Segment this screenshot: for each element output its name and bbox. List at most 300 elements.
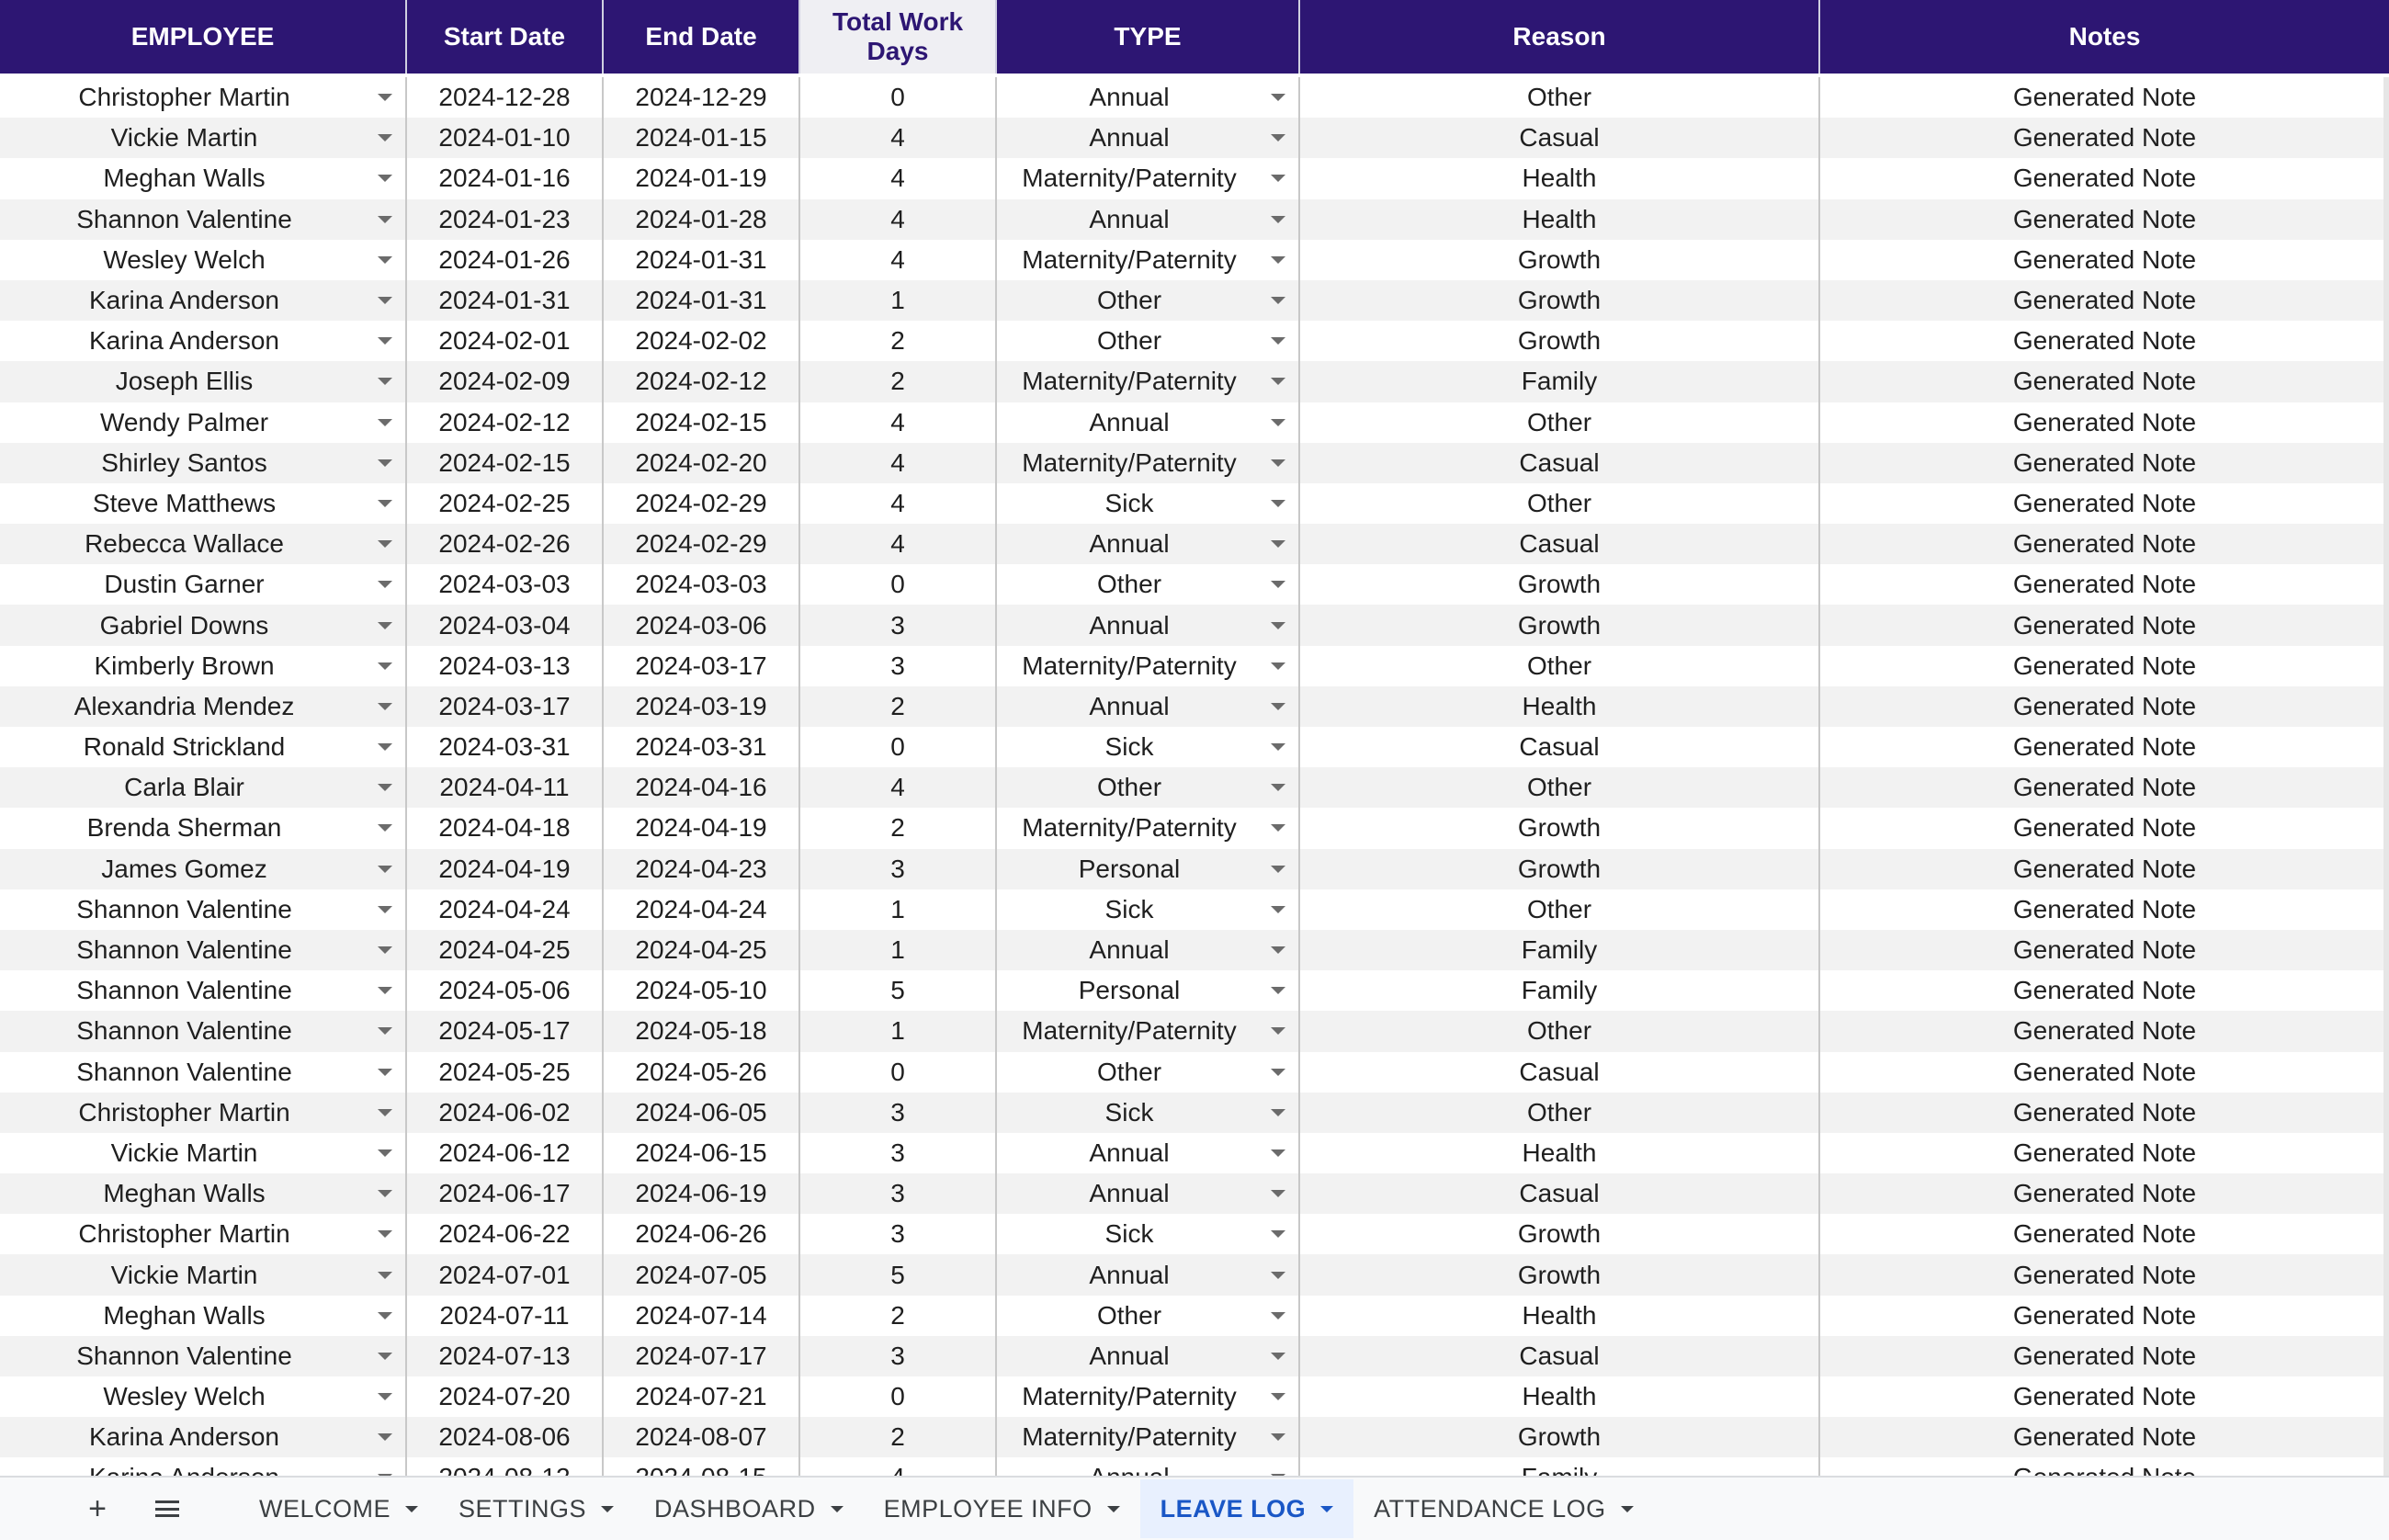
cell-notes[interactable] [1820,402,2389,443]
cell-reason[interactable] [1300,564,1820,605]
cell-start-date[interactable] [407,1093,604,1133]
cell-notes[interactable] [1820,158,2389,198]
cell-start-date[interactable] [407,767,604,808]
cell-total-work-days[interactable] [800,970,997,1011]
dropdown-arrow-icon[interactable] [1271,94,1285,101]
cell-employee[interactable] [0,646,407,686]
cell-reason[interactable] [1300,1417,1820,1457]
cell-total-work-days[interactable] [800,646,997,686]
cell-start-date[interactable] [407,361,604,402]
cell-type[interactable] [997,240,1300,280]
cell-type[interactable] [997,767,1300,808]
sheet-tab-leave-log[interactable] [1140,1479,1354,1538]
dropdown-arrow-icon[interactable] [1271,1433,1285,1441]
dropdown-arrow-icon[interactable] [1271,622,1285,629]
dropdown-arrow-icon[interactable] [1271,703,1285,710]
cell-start-date[interactable] [407,1214,604,1254]
cell-start-date[interactable] [407,970,604,1011]
cell-type[interactable] [997,77,1300,118]
sheet-tab-dashboard[interactable] [634,1479,864,1538]
cell-type[interactable] [997,1214,1300,1254]
dropdown-arrow-icon[interactable] [378,622,392,629]
dropdown-arrow-icon[interactable] [378,94,392,101]
dropdown-arrow-icon[interactable] [378,1353,392,1360]
dropdown-arrow-icon[interactable] [378,784,392,791]
cell-type[interactable] [997,930,1300,970]
cell-employee[interactable] [0,970,407,1011]
cell-total-work-days[interactable] [800,158,997,198]
cell-end-date[interactable] [604,443,800,483]
dropdown-arrow-icon[interactable] [1271,1027,1285,1035]
dropdown-arrow-icon[interactable] [378,1109,392,1116]
cell-type[interactable] [997,483,1300,524]
cell-total-work-days[interactable] [800,686,997,727]
dropdown-arrow-icon[interactable] [378,743,392,751]
cell-employee[interactable] [0,1052,407,1093]
cell-notes[interactable] [1820,1336,2389,1376]
cell-type[interactable] [997,158,1300,198]
cell-type[interactable] [997,1376,1300,1417]
cell-type[interactable] [997,443,1300,483]
cell-end-date[interactable] [604,483,800,524]
cell-total-work-days[interactable] [800,1011,997,1051]
cell-end-date[interactable] [604,361,800,402]
cell-reason[interactable] [1300,1296,1820,1336]
cell-start-date[interactable] [407,1052,604,1093]
cell-reason[interactable] [1300,240,1820,280]
cell-start-date[interactable] [407,727,604,767]
cell-reason[interactable] [1300,483,1820,524]
cell-notes[interactable] [1820,321,2389,361]
cell-type[interactable] [997,686,1300,727]
dropdown-arrow-icon[interactable] [378,1069,392,1076]
cell-notes[interactable] [1820,1133,2389,1173]
cell-employee[interactable] [0,686,407,727]
cell-notes[interactable] [1820,483,2389,524]
cell-type[interactable] [997,564,1300,605]
cell-reason[interactable] [1300,1011,1820,1051]
dropdown-arrow-icon[interactable] [1271,866,1285,873]
sheet-tab-settings[interactable] [438,1479,634,1538]
cell-end-date[interactable] [604,1376,800,1417]
cell-start-date[interactable] [407,1376,604,1417]
cell-reason[interactable] [1300,524,1820,564]
cell-total-work-days[interactable] [800,849,997,889]
dropdown-arrow-icon[interactable] [378,824,392,832]
cell-notes[interactable] [1820,605,2389,645]
cell-end-date[interactable] [604,1417,800,1457]
dropdown-arrow-icon[interactable] [378,216,392,223]
cell-notes[interactable] [1820,849,2389,889]
cell-notes[interactable] [1820,970,2389,1011]
cell-start-date[interactable] [407,1417,604,1457]
dropdown-arrow-icon[interactable] [1271,175,1285,182]
cell-start-date[interactable] [407,1011,604,1051]
cell-reason[interactable] [1300,280,1820,321]
cell-end-date[interactable] [604,605,800,645]
cell-total-work-days[interactable] [800,240,997,280]
cell-employee[interactable] [0,767,407,808]
cell-notes[interactable] [1820,1417,2389,1457]
cell-start-date[interactable] [407,158,604,198]
dropdown-arrow-icon[interactable] [1271,1353,1285,1360]
column-header-reason[interactable]: Reason [1300,0,1820,74]
cell-total-work-days[interactable] [800,1093,997,1133]
dropdown-arrow-icon[interactable] [378,1027,392,1035]
cell-start-date[interactable] [407,1254,604,1295]
column-header-employee[interactable]: EMPLOYEE [0,0,407,74]
cell-reason[interactable] [1300,1376,1820,1417]
cell-end-date[interactable] [604,199,800,240]
cell-start-date[interactable] [407,646,604,686]
dropdown-arrow-icon[interactable] [1271,743,1285,751]
cell-total-work-days[interactable] [800,605,997,645]
cell-notes[interactable] [1820,1173,2389,1214]
dropdown-arrow-icon[interactable] [378,1312,392,1319]
cell-reason[interactable] [1300,1336,1820,1376]
cell-reason[interactable] [1300,970,1820,1011]
dropdown-arrow-icon[interactable] [1271,946,1285,954]
dropdown-arrow-icon[interactable] [1271,662,1285,670]
cell-type[interactable] [997,605,1300,645]
cell-employee[interactable] [0,240,407,280]
cell-start-date[interactable] [407,1336,604,1376]
cell-start-date[interactable] [407,402,604,443]
cell-notes[interactable] [1820,564,2389,605]
cell-employee[interactable] [0,158,407,198]
cell-type[interactable] [997,1296,1300,1336]
cell-end-date[interactable] [604,1011,800,1051]
cell-reason[interactable] [1300,361,1820,402]
dropdown-arrow-icon[interactable] [378,256,392,264]
dropdown-arrow-icon[interactable] [1271,216,1285,223]
cell-notes[interactable] [1820,280,2389,321]
cell-employee[interactable] [0,727,407,767]
cell-employee[interactable] [0,524,407,564]
cell-end-date[interactable] [604,930,800,970]
cell-start-date[interactable] [407,199,604,240]
cell-total-work-days[interactable] [800,1336,997,1376]
cell-notes[interactable] [1820,727,2389,767]
cell-start-date[interactable] [407,930,604,970]
dropdown-arrow-icon[interactable] [378,1190,392,1197]
cell-end-date[interactable] [604,280,800,321]
cell-start-date[interactable] [407,849,604,889]
cell-employee[interactable] [0,930,407,970]
cell-end-date[interactable] [604,240,800,280]
cell-reason[interactable] [1300,1133,1820,1173]
cell-notes[interactable] [1820,1011,2389,1051]
cell-end-date[interactable] [604,808,800,848]
dropdown-arrow-icon[interactable] [1271,500,1285,507]
dropdown-arrow-icon[interactable] [1271,1393,1285,1400]
dropdown-arrow-icon[interactable] [378,500,392,507]
cell-reason[interactable] [1300,1254,1820,1295]
cell-type[interactable] [997,199,1300,240]
cell-notes[interactable] [1820,767,2389,808]
cell-total-work-days[interactable] [800,930,997,970]
cell-reason[interactable] [1300,808,1820,848]
cell-total-work-days[interactable] [800,564,997,605]
cell-reason[interactable] [1300,605,1820,645]
cell-type[interactable] [997,849,1300,889]
cell-end-date[interactable] [604,1052,800,1093]
cell-total-work-days[interactable] [800,767,997,808]
cell-total-work-days[interactable] [800,1417,997,1457]
dropdown-arrow-icon[interactable] [1271,1230,1285,1238]
dropdown-arrow-icon[interactable] [378,459,392,467]
cell-start-date[interactable] [407,1296,604,1336]
cell-start-date[interactable] [407,77,604,118]
cell-end-date[interactable] [604,402,800,443]
cell-reason[interactable] [1300,686,1820,727]
cell-end-date[interactable] [604,686,800,727]
dropdown-arrow-icon[interactable] [378,1272,392,1279]
cell-employee[interactable] [0,1296,407,1336]
cell-end-date[interactable] [604,1336,800,1376]
cell-type[interactable] [997,889,1300,930]
cell-employee[interactable] [0,1376,407,1417]
dropdown-arrow-icon[interactable] [378,906,392,913]
cell-start-date[interactable] [407,483,604,524]
cell-employee[interactable] [0,564,407,605]
cell-employee[interactable] [0,1011,407,1051]
cell-total-work-days[interactable] [800,118,997,158]
cell-end-date[interactable] [604,889,800,930]
dropdown-arrow-icon[interactable] [1271,1312,1285,1319]
column-header-start-date[interactable]: Start Date [407,0,604,74]
cell-reason[interactable] [1300,1093,1820,1133]
cell-start-date[interactable] [407,605,604,645]
cell-start-date[interactable] [407,686,604,727]
cell-total-work-days[interactable] [800,1254,997,1295]
sheet-tab-employee-info[interactable] [864,1479,1140,1538]
cell-type[interactable] [997,1052,1300,1093]
cell-start-date[interactable] [407,240,604,280]
cell-total-work-days[interactable] [800,402,997,443]
cell-type[interactable] [997,280,1300,321]
cell-notes[interactable] [1820,889,2389,930]
cell-employee[interactable] [0,1336,407,1376]
cell-end-date[interactable] [604,524,800,564]
cell-total-work-days[interactable] [800,1296,997,1336]
dropdown-arrow-icon[interactable] [378,662,392,670]
cell-end-date[interactable] [604,646,800,686]
cell-notes[interactable] [1820,1376,2389,1417]
sheet-tab-welcome[interactable] [239,1479,438,1538]
cell-end-date[interactable] [604,970,800,1011]
cell-end-date[interactable] [604,564,800,605]
dropdown-arrow-icon[interactable] [1271,134,1285,142]
dropdown-arrow-icon[interactable] [378,175,392,182]
cell-notes[interactable] [1820,1214,2389,1254]
cell-end-date[interactable] [604,77,800,118]
chevron-down-icon[interactable] [831,1506,844,1512]
cell-reason[interactable] [1300,767,1820,808]
cell-employee[interactable] [0,889,407,930]
dropdown-arrow-icon[interactable] [378,378,392,385]
cell-employee[interactable] [0,849,407,889]
cell-total-work-days[interactable] [800,1133,997,1173]
cell-end-date[interactable] [604,321,800,361]
cell-reason[interactable] [1300,77,1820,118]
cell-notes[interactable] [1820,1296,2389,1336]
cell-employee[interactable] [0,280,407,321]
add-sheet-button[interactable] [70,1481,125,1536]
cell-end-date[interactable] [604,1173,800,1214]
dropdown-arrow-icon[interactable] [1271,906,1285,913]
all-sheets-button[interactable] [140,1481,195,1536]
cell-end-date[interactable] [604,158,800,198]
cell-reason[interactable] [1300,727,1820,767]
cell-type[interactable] [997,970,1300,1011]
cell-reason[interactable] [1300,849,1820,889]
cell-end-date[interactable] [604,767,800,808]
cell-employee[interactable] [0,118,407,158]
cell-type[interactable] [997,727,1300,767]
chevron-down-icon[interactable] [405,1506,418,1512]
cell-type[interactable] [997,1336,1300,1376]
cell-notes[interactable] [1820,930,2389,970]
cell-employee[interactable] [0,1133,407,1173]
cell-notes[interactable] [1820,1052,2389,1093]
cell-reason[interactable] [1300,158,1820,198]
cell-type[interactable] [997,118,1300,158]
cell-start-date[interactable] [407,808,604,848]
column-header-type[interactable]: TYPE [997,0,1300,74]
cell-type[interactable] [997,808,1300,848]
cell-total-work-days[interactable] [800,443,997,483]
cell-notes[interactable] [1820,361,2389,402]
cell-employee[interactable] [0,1417,407,1457]
cell-total-work-days[interactable] [800,199,997,240]
cell-reason[interactable] [1300,889,1820,930]
cell-employee[interactable] [0,1173,407,1214]
cell-start-date[interactable] [407,1133,604,1173]
dropdown-arrow-icon[interactable] [378,581,392,588]
cell-start-date[interactable] [407,321,604,361]
cell-total-work-days[interactable] [800,280,997,321]
cell-start-date[interactable] [407,524,604,564]
dropdown-arrow-icon[interactable] [378,337,392,345]
cell-employee[interactable] [0,199,407,240]
cell-type[interactable] [997,402,1300,443]
chevron-down-icon[interactable] [1107,1506,1120,1512]
dropdown-arrow-icon[interactable] [378,866,392,873]
cell-reason[interactable] [1300,118,1820,158]
dropdown-arrow-icon[interactable] [1271,337,1285,345]
cell-start-date[interactable] [407,1173,604,1214]
cell-end-date[interactable] [604,849,800,889]
cell-type[interactable] [997,1254,1300,1295]
cell-reason[interactable] [1300,1173,1820,1214]
cell-employee[interactable] [0,1093,407,1133]
cell-employee[interactable] [0,402,407,443]
cell-notes[interactable] [1820,646,2389,686]
cell-total-work-days[interactable] [800,77,997,118]
cell-reason[interactable] [1300,646,1820,686]
column-header-notes[interactable]: Notes [2068,22,2141,51]
sheet-tab-attendance-log[interactable] [1353,1479,1654,1538]
cell-notes[interactable] [1820,1093,2389,1133]
chevron-down-icon[interactable] [1320,1506,1333,1512]
cell-total-work-days[interactable] [800,1173,997,1214]
cell-notes[interactable] [1820,199,2389,240]
cell-type[interactable] [997,1417,1300,1457]
cell-reason[interactable] [1300,1214,1820,1254]
cell-end-date[interactable] [604,1214,800,1254]
dropdown-arrow-icon[interactable] [378,1149,392,1157]
dropdown-arrow-icon[interactable] [378,946,392,954]
cell-start-date[interactable] [407,280,604,321]
dropdown-arrow-icon[interactable] [378,1230,392,1238]
chevron-down-icon[interactable] [1621,1506,1634,1512]
cell-type[interactable] [997,361,1300,402]
dropdown-arrow-icon[interactable] [1271,1069,1285,1076]
cell-type[interactable] [997,1133,1300,1173]
cell-reason[interactable] [1300,321,1820,361]
cell-type[interactable] [997,321,1300,361]
cell-notes[interactable] [1820,443,2389,483]
cell-reason[interactable] [1300,443,1820,483]
vertical-scrollbar[interactable] [2383,77,2389,1476]
cell-reason[interactable] [1300,402,1820,443]
cell-start-date[interactable] [407,564,604,605]
cell-total-work-days[interactable] [800,808,997,848]
cell-total-work-days[interactable] [800,483,997,524]
cell-notes[interactable] [1820,1254,2389,1295]
dropdown-arrow-icon[interactable] [1271,1149,1285,1157]
dropdown-arrow-icon[interactable] [1271,784,1285,791]
cell-end-date[interactable] [604,727,800,767]
dropdown-arrow-icon[interactable] [1271,1109,1285,1116]
cell-notes[interactable] [1820,118,2389,158]
dropdown-arrow-icon[interactable] [378,419,392,426]
cell-reason[interactable] [1300,930,1820,970]
cell-type[interactable] [997,1173,1300,1214]
cell-type[interactable] [997,646,1300,686]
cell-end-date[interactable] [604,1254,800,1295]
cell-type[interactable] [997,1093,1300,1133]
dropdown-arrow-icon[interactable] [1271,256,1285,264]
dropdown-arrow-icon[interactable] [1271,987,1285,994]
cell-employee[interactable] [0,1254,407,1295]
cell-total-work-days[interactable] [800,524,997,564]
dropdown-arrow-icon[interactable] [378,703,392,710]
dropdown-arrow-icon[interactable] [378,1433,392,1441]
cell-total-work-days[interactable] [800,361,997,402]
cell-notes[interactable] [1820,77,2389,118]
cell-total-work-days[interactable] [800,1376,997,1417]
dropdown-arrow-icon[interactable] [1271,581,1285,588]
cell-notes[interactable] [1820,240,2389,280]
cell-end-date[interactable] [604,118,800,158]
cell-end-date[interactable] [604,1296,800,1336]
chevron-down-icon[interactable] [601,1506,614,1512]
cell-start-date[interactable] [407,443,604,483]
cell-reason[interactable] [1300,1052,1820,1093]
cell-employee[interactable] [0,1214,407,1254]
dropdown-arrow-icon[interactable] [1271,419,1285,426]
cell-end-date[interactable] [604,1093,800,1133]
cell-employee[interactable] [0,77,407,118]
dropdown-arrow-icon[interactable] [378,540,392,548]
cell-employee[interactable] [0,361,407,402]
column-header-end-date[interactable]: End Date [604,0,800,74]
dropdown-arrow-icon[interactable] [378,987,392,994]
dropdown-arrow-icon[interactable] [378,297,392,304]
cell-reason[interactable] [1300,199,1820,240]
